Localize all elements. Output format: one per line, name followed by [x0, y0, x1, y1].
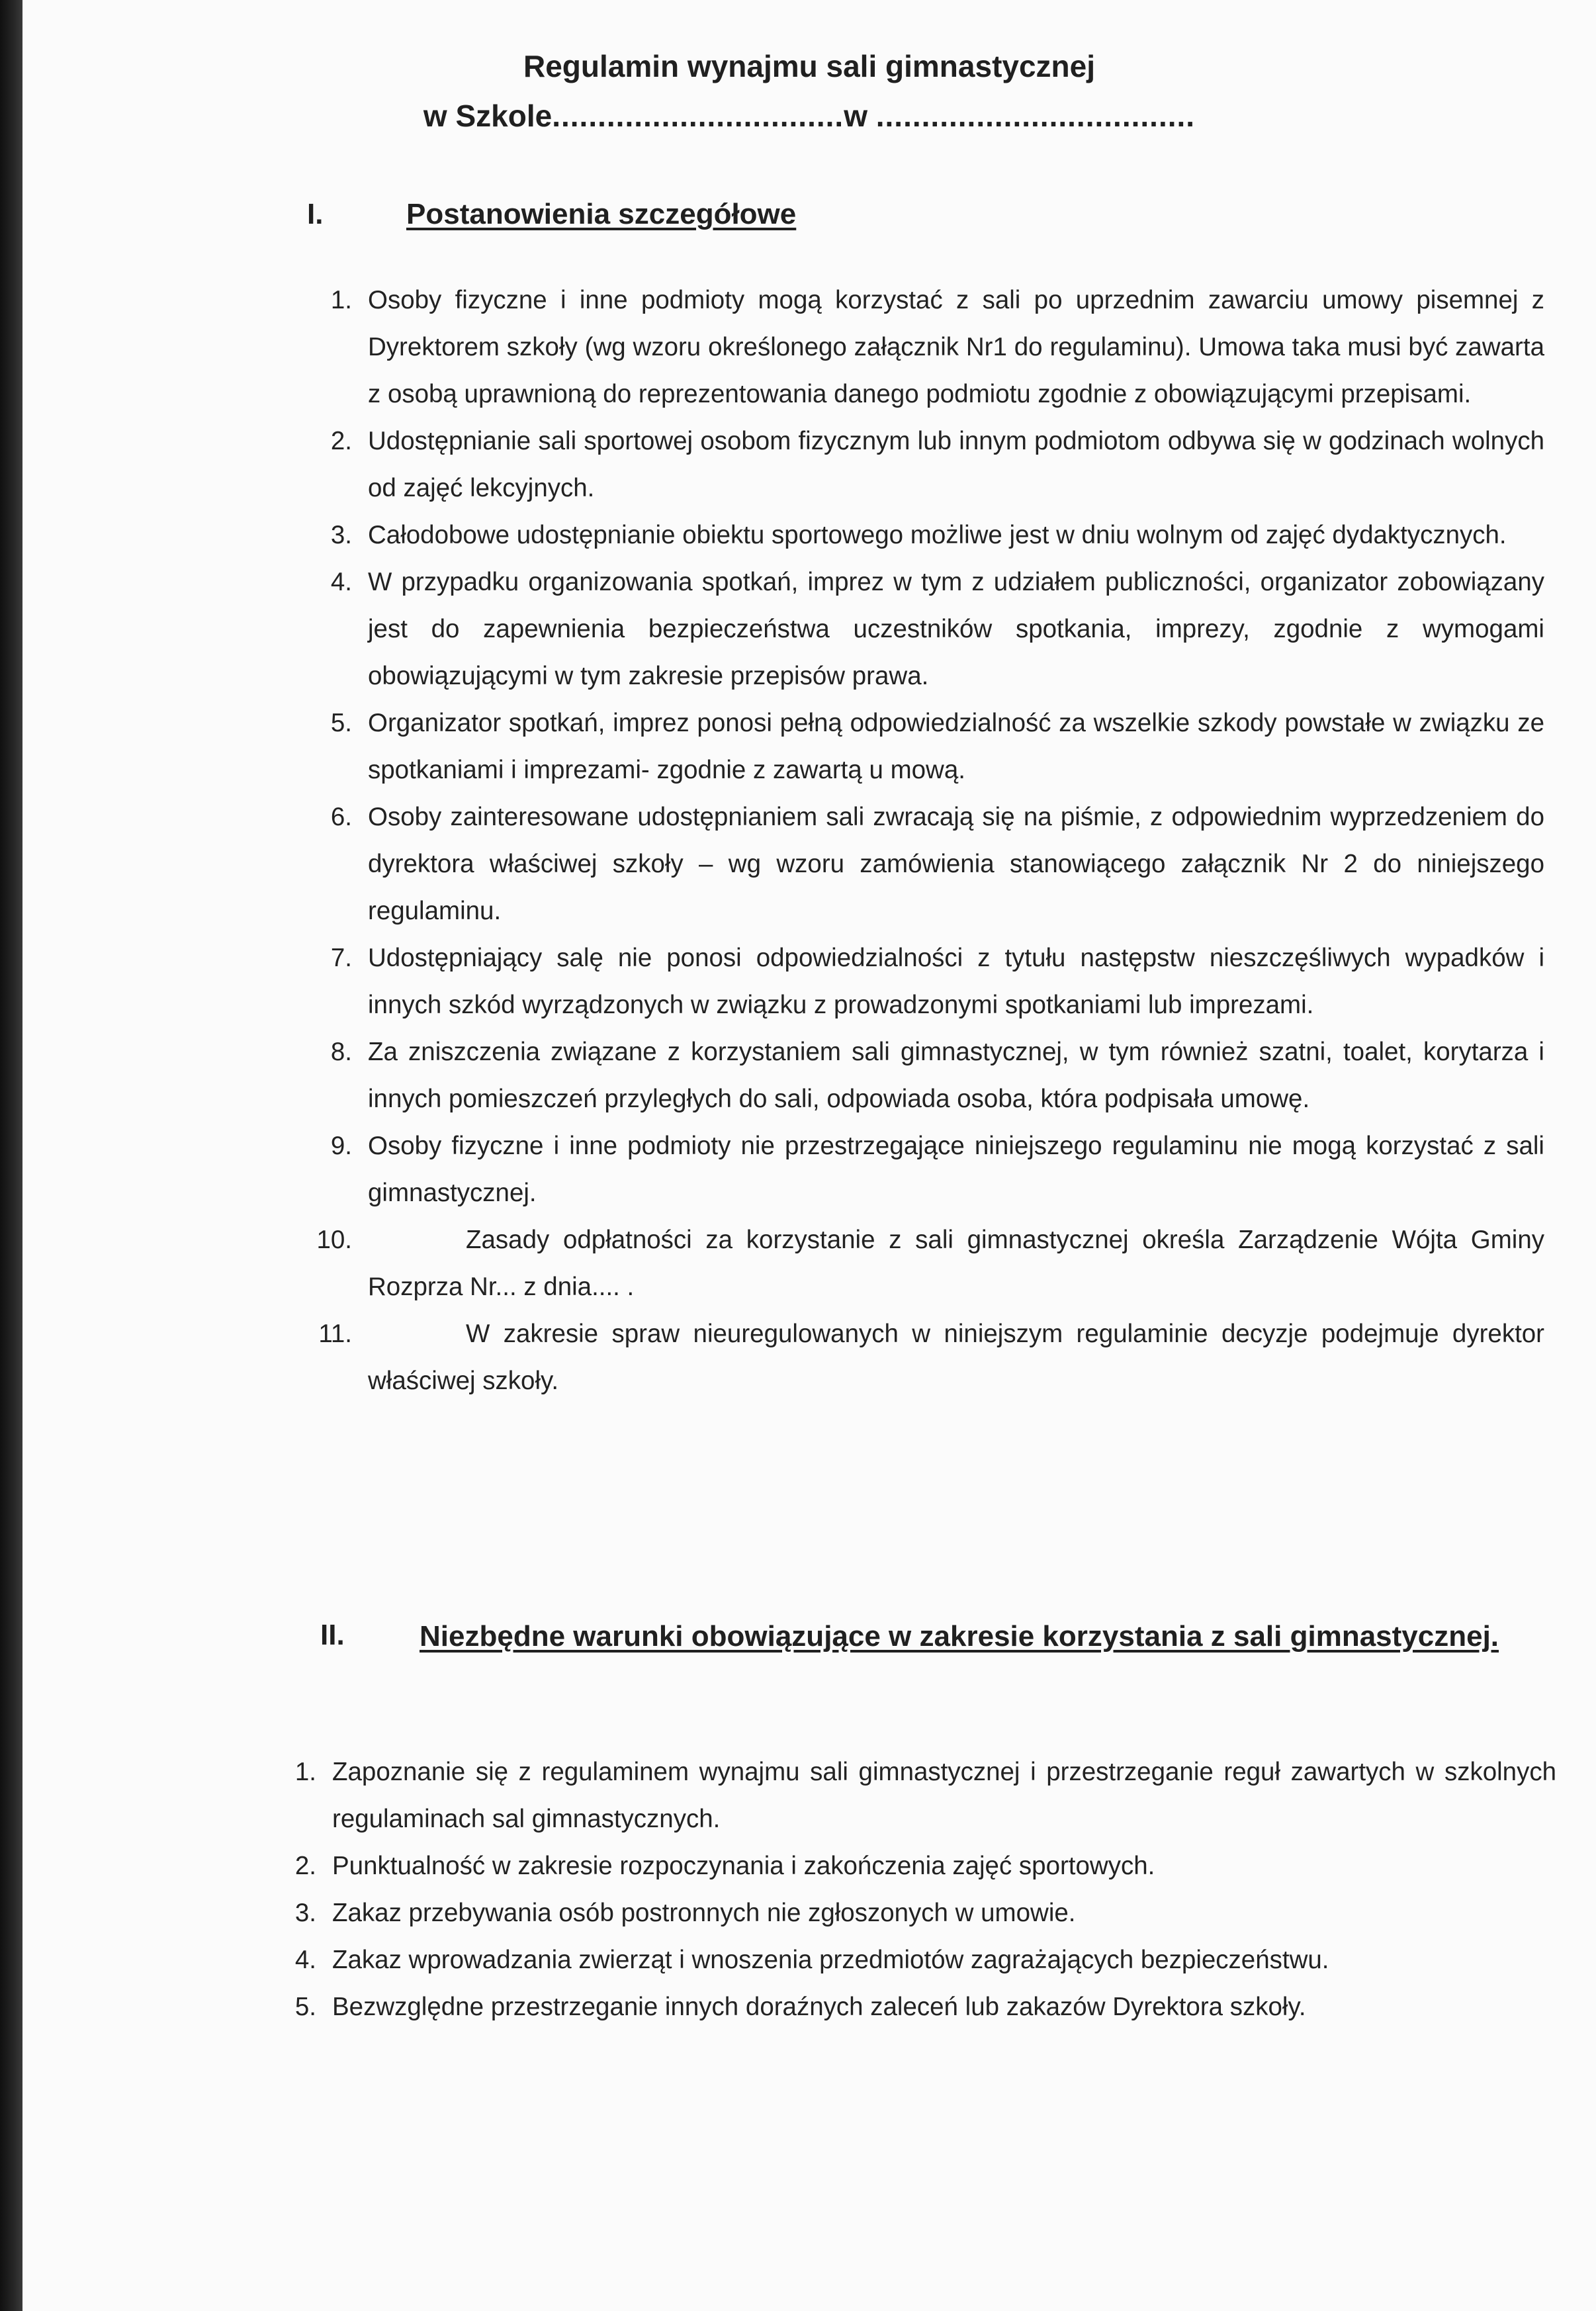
list-item	[307, 418, 1544, 512]
item-text: Zakaz wprowadzania zwierząt i wnoszenia przedmiotów zagrażających bezpieczeństwu.	[332, 1946, 1329, 1974]
item-text: Osoby zainteresowane udostępnianiem sali zwracają się na piśmie, z odpowiednim wyprzedzeniem do dyrektora właściwej szkoły – wg wzoru zamówienia stanowiącego załącznik Nr 2 do niniejszego regulaminu.	[368, 803, 1544, 925]
item-number: 5.	[294, 1993, 316, 2021]
item-text: Zapoznanie się z regulaminem wynajmu sali gimnastycznej i przestrzeganie reguł zawartych w szkolnych regulaminach sal gimnastycznych.	[332, 1758, 1556, 1833]
list-item	[307, 1122, 1544, 1216]
item-number: 7.	[330, 944, 352, 972]
list-item	[307, 559, 1544, 700]
section-heading-1	[307, 195, 1544, 235]
item-number: 9.	[330, 1132, 352, 1160]
item-number: 4.	[330, 568, 352, 596]
list-item	[307, 1310, 1544, 1404]
item-text: Udostępnianie sali sportowej osobom fizycznym lub innym podmiotom odbywa się w godzinach wolnych od zajęć lekcyjnych.	[368, 427, 1544, 502]
section-title: Niezbędne warunki obowiązujące w zakresie korzystania z sali gimnastycznej.	[420, 1620, 1499, 1653]
scan-dark-edge	[0, 0, 22, 2311]
item-number: 11.	[318, 1320, 352, 1348]
section-heading-2	[320, 1616, 1558, 1709]
section-1-list	[307, 277, 1544, 1404]
item-text: Całodobowe udostępnianie obiektu sportowego możliwe jest w dniu wolnym od zajęć dydaktycznych.	[368, 521, 1507, 549]
list-item	[307, 700, 1544, 793]
document-title: Regulamin wynajmu sali gimnastycznej	[523, 49, 1096, 83]
item-number: 4.	[294, 1946, 316, 1974]
list-item	[307, 1216, 1544, 1310]
item-text: Zakaz przebywania osób postronnych nie zgłoszonych w umowie.	[332, 1899, 1076, 1927]
document-subtitle	[22, 96, 1596, 136]
section-2-list	[273, 1748, 1556, 2030]
subtitle-middle: w	[844, 99, 867, 133]
list-item	[273, 1936, 1556, 1983]
list-item	[307, 277, 1544, 418]
list-item	[273, 1889, 1556, 1936]
item-number: 2.	[294, 1852, 316, 1880]
section-number: II.	[320, 1619, 345, 1651]
item-number: 2.	[330, 427, 352, 455]
item-text: W zakresie spraw nieuregulowanych w niniejszym regulaminie decyzje podejmuje dyrektor właściwej szkoły.	[368, 1320, 1544, 1395]
section-title: Postanowienia szczegółowe	[406, 198, 797, 230]
item-number: 10.	[316, 1226, 352, 1254]
item-text: Zasady odpłatności za korzystanie z sali gimnastycznej określa Zarządzenie Wójta Gminy Rozprza Nr... z dnia.... .	[368, 1226, 1544, 1301]
list-item	[273, 1842, 1556, 1889]
item-number: 3.	[294, 1899, 316, 1927]
item-text: Bezwzględne przestrzeganie innych doraźnych zaleceń lub zakazów Dyrektora szkoły.	[332, 1993, 1306, 2021]
location-blank: ...................................	[875, 99, 1196, 133]
item-number: 6.	[330, 803, 352, 831]
item-text: Udostępniający salę nie ponosi odpowiedzialności z tytułu następstw nieszczęśliwych wypadków i innych szkód wyrządzonych w związku z prowadzonymi spotkaniami lub imprezami.	[368, 944, 1544, 1019]
item-number: 5.	[330, 709, 352, 737]
list-item	[307, 512, 1544, 559]
item-text: Punktualność w zakresie rozpoczynania i zakończenia zajęć sportowych.	[332, 1852, 1155, 1880]
document-page	[22, 0, 1596, 2311]
list-item	[273, 1748, 1556, 1842]
school-name-blank: ................................	[552, 99, 844, 133]
item-text: W przypadku organizowania spotkań, imprez w tym z udziałem publiczności, organizator zobowiązany jest do zapewnienia bezpieczeństwa uczestników spotkania, imprezy, zgodnie z wymogami obowiązującymi w tym zakresie przepisów prawa.	[368, 568, 1544, 690]
item-number: 1.	[294, 1758, 316, 1786]
list-item	[307, 793, 1544, 934]
item-text: Organizator spotkań, imprez ponosi pełną odpowiedzialność za wszelkie szkody powstałe w związku ze spotkaniami i imprezami- zgodnie z zawartą u mową.	[368, 709, 1544, 784]
section-number: I.	[307, 198, 324, 230]
subtitle-prefix: w Szkole	[423, 99, 553, 133]
list-item	[273, 1983, 1556, 2030]
item-number: 3.	[330, 521, 352, 549]
list-item	[307, 1028, 1544, 1122]
item-text: Za zniszczenia związane z korzystaniem sali gimnastycznej, w tym również szatni, toalet, korytarza i innych pomieszczeń przyległych do sali, odpowiada osoba, która podpisała umowę.	[368, 1038, 1544, 1113]
item-number: 1.	[330, 286, 352, 314]
item-text: Osoby fizyczne i inne podmioty nie przestrzegające niniejszego regulaminu nie mogą korzystać z sali gimnastycznej.	[368, 1132, 1544, 1207]
item-text: Osoby fizyczne i inne podmioty mogą korzystać z sali po uprzednim zawarciu umowy pisemnej z Dyrektorem szkoły (wg wzoru określonego załącznik Nr1 do regulaminu). Umowa taka musi być zawarta z osobą uprawnioną do reprezentowania danego podmiotu zgodnie z obowiązującymi przepisami.	[368, 286, 1544, 408]
item-number: 8.	[330, 1038, 352, 1066]
list-item	[307, 934, 1544, 1028]
